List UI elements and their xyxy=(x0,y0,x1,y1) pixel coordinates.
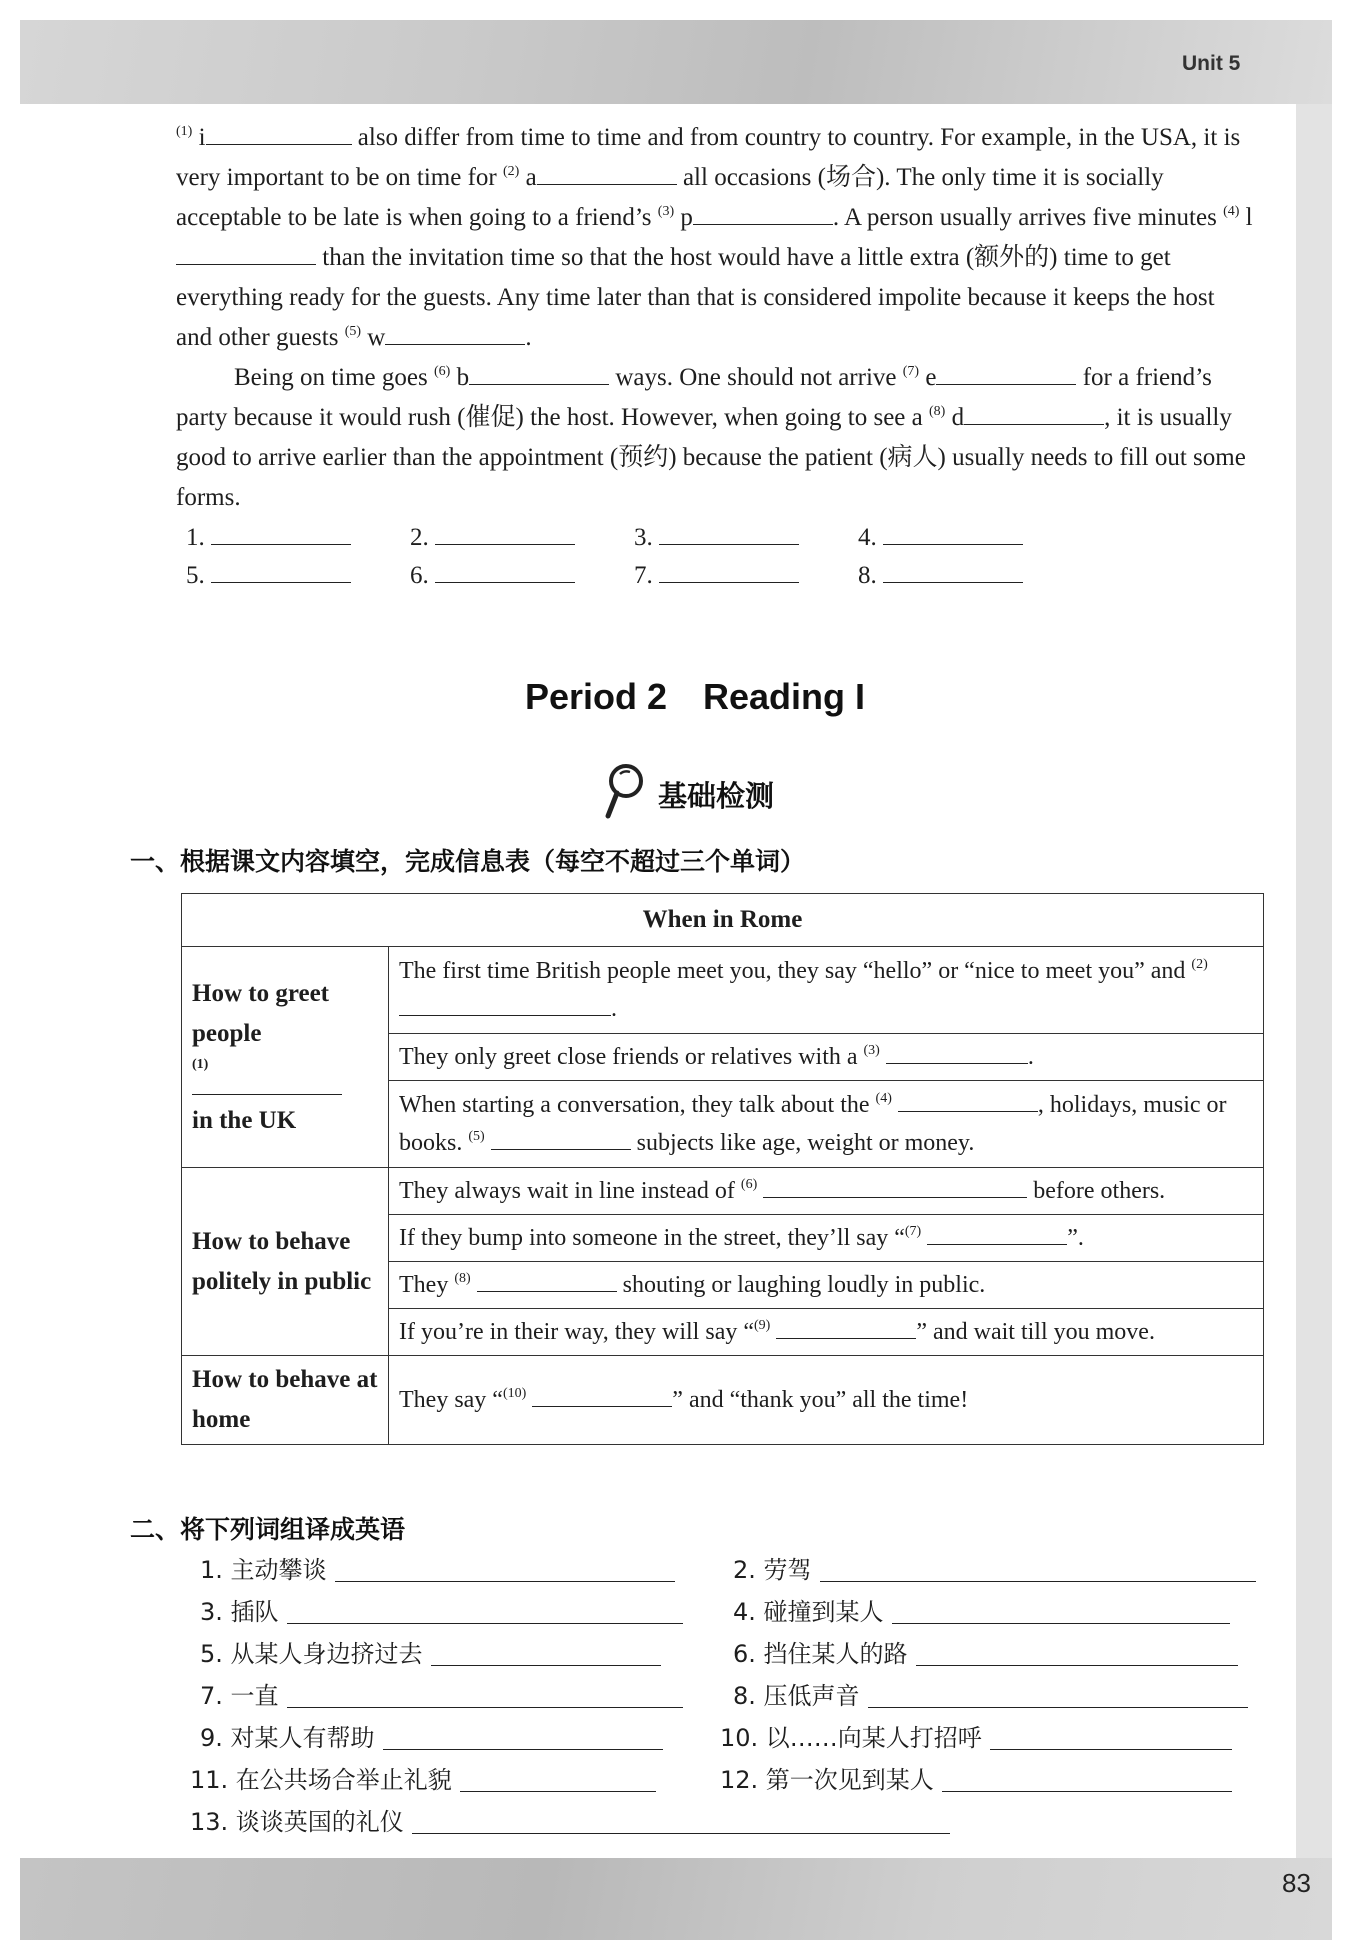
blank-hint: b xyxy=(456,364,470,391)
category-greet xyxy=(182,947,389,1168)
table-cell xyxy=(389,1168,1264,1215)
blank-hint: d xyxy=(951,404,965,431)
answer-blank[interactable] xyxy=(491,1127,631,1150)
answer-blank[interactable] xyxy=(892,1601,1230,1624)
answer-blank[interactable] xyxy=(287,1601,683,1624)
page-margin-right xyxy=(1332,0,1350,1959)
passage-text: . A person usually arrives five minutes xyxy=(832,204,1217,231)
blank-hint: p xyxy=(680,204,693,231)
unit-label: Unit 5 xyxy=(1182,52,1241,75)
exercise2-heading: 二、将下列词组译成英语 xyxy=(130,1515,406,1544)
answer-item xyxy=(858,520,1023,556)
cell-text: They say “ xyxy=(399,1387,503,1413)
info-table xyxy=(181,893,1264,1445)
answer-blank[interactable] xyxy=(776,1316,916,1339)
cell-text: They always wait in line instead of xyxy=(399,1178,735,1204)
item-prompt: 8. 压低声音 xyxy=(733,1682,860,1710)
blank-number: (1) xyxy=(176,124,193,139)
cell-text: They xyxy=(399,1272,449,1298)
period-title xyxy=(0,676,1350,718)
table-cell xyxy=(389,1034,1264,1081)
answer-blank[interactable] xyxy=(990,1727,1232,1750)
answer-blank[interactable] xyxy=(176,242,316,265)
blank-number: (7) xyxy=(904,1224,922,1239)
list-item xyxy=(200,1676,683,1716)
item-prompt: 6. 挡住某人的路 xyxy=(733,1640,908,1668)
list-item xyxy=(733,1676,1248,1716)
side-strip xyxy=(1296,104,1332,1858)
answer-blank[interactable] xyxy=(431,1643,661,1666)
blank-number: (4) xyxy=(875,1091,892,1106)
passage-text: also differ from time to time and from country to country. For example, in the USA, it is very important to be on time for xyxy=(176,124,1241,191)
cell-text: They only greet close friends or relatives with a xyxy=(399,1044,858,1070)
answer-blank[interactable] xyxy=(964,402,1104,425)
blank-hint: e xyxy=(925,364,937,391)
blank-number: (10) xyxy=(502,1386,527,1401)
passage xyxy=(176,118,1256,518)
list-item xyxy=(733,1592,1230,1632)
answer-blank[interactable] xyxy=(469,362,609,385)
item-prompt: 5. 从某人身边挤过去 xyxy=(200,1640,423,1668)
item-prompt: 11. 在公共场合举止礼貌 xyxy=(190,1766,452,1794)
blank-number: (7) xyxy=(902,364,920,379)
table-cell xyxy=(389,1081,1264,1168)
passage-paragraph-2 xyxy=(176,358,1256,518)
list-item xyxy=(200,1550,675,1590)
cell-text: shouting or laughing loudly in public. xyxy=(622,1272,986,1298)
list-item xyxy=(190,1802,950,1842)
answer-blank[interactable] xyxy=(883,522,1023,545)
answer-blank[interactable] xyxy=(886,1041,1028,1064)
item-prompt: 9. 对某人有帮助 xyxy=(200,1724,375,1752)
answer-item xyxy=(186,558,351,594)
blank-number: (2) xyxy=(1191,957,1208,972)
answer-number: 6. xyxy=(410,562,429,589)
answer-blank[interactable] xyxy=(537,162,677,185)
table-header-row xyxy=(182,894,1264,947)
blank-hint: w xyxy=(367,324,386,351)
cell-text: When starting a conversation, they talk about the xyxy=(399,1092,870,1118)
blank-number: (8) xyxy=(454,1271,471,1286)
cell-text: ” and “thank you” all the time! xyxy=(672,1387,969,1413)
exercise1-heading: 一、根据课文内容填空，完成信息表（每空不超过三个单词） xyxy=(130,847,806,876)
cell-text: ” and wait till you move. xyxy=(916,1319,1155,1345)
answer-blank[interactable] xyxy=(693,202,833,225)
passage-text: Being on time goes xyxy=(234,364,428,391)
list-item xyxy=(720,1760,1232,1800)
answer-blank[interactable] xyxy=(936,362,1076,385)
table-row xyxy=(182,1356,1264,1445)
page-number: 83 xyxy=(1282,1868,1311,1898)
blank-hint: i xyxy=(198,124,206,151)
cell-text: subjects like age, weight or money. xyxy=(636,1130,975,1156)
answer-blank[interactable] xyxy=(287,1685,683,1708)
cell-text: . xyxy=(611,996,617,1022)
answer-blank[interactable] xyxy=(211,560,351,583)
list-item xyxy=(200,1718,663,1758)
section-badge-label: 基础检测 xyxy=(658,779,775,813)
category-home: How to behave at home xyxy=(182,1356,389,1445)
blank-number: (6) xyxy=(740,1177,758,1192)
answer-blank[interactable] xyxy=(192,1074,342,1095)
table-cell xyxy=(389,1262,1264,1309)
blank-number: (1) xyxy=(192,1056,209,1072)
answer-blank[interactable] xyxy=(763,1175,1027,1198)
passage-text: ways. One should not arrive xyxy=(615,364,897,391)
cell-text: . xyxy=(1027,1044,1034,1070)
item-prompt: 12. 第一次见到某人 xyxy=(720,1766,934,1794)
list-item xyxy=(720,1718,1232,1758)
cell-text: ”. xyxy=(1067,1225,1084,1251)
passage-text: all occasions (场合). The only time it is socially acceptable to be late is when going to a friend’s xyxy=(176,164,1164,231)
answer-blank[interactable] xyxy=(460,1769,656,1792)
answer-number: 7. xyxy=(634,562,653,589)
magnifier-icon xyxy=(600,762,648,820)
blank-number: (8) xyxy=(928,404,946,419)
item-prompt: 13. 谈谈英国的礼仪 xyxy=(190,1808,404,1836)
answer-blank[interactable] xyxy=(335,1559,675,1582)
answer-blank[interactable] xyxy=(868,1685,1248,1708)
passage-text: for a friend’s party because it would rush (催促) the host. However, when going to see a xyxy=(176,364,1212,431)
answer-blank[interactable] xyxy=(927,1222,1067,1245)
answer-blank[interactable] xyxy=(383,1727,663,1750)
passage-text: than the invitation time so that the host would have a little extra (额外的) time to get everything ready for the guests. Any time later than that is considered impolite because it keeps the host and other guests xyxy=(176,244,1215,351)
passage-text: . xyxy=(525,324,532,351)
cell-text: If you’re in their way, they will say “ xyxy=(399,1319,754,1345)
cell-text: If they bump into someone in the street, they’ll say “ xyxy=(399,1225,905,1251)
blank-number: (3) xyxy=(657,204,675,219)
blank-number: (9) xyxy=(754,1318,771,1333)
item-prompt: 4. 碰撞到某人 xyxy=(733,1598,884,1626)
blank-number: (3) xyxy=(863,1043,880,1058)
answer-blank[interactable] xyxy=(820,1559,1256,1582)
period-number: Period 2 xyxy=(524,676,668,717)
blank-number: (4) xyxy=(1223,204,1240,219)
passage-text: , it is usually good to arrive earlier than the appointment (预约) because the patient (病人) usually needs to fill out some forms. xyxy=(176,404,1246,511)
header-band xyxy=(20,20,1332,104)
category-text: How to greet people xyxy=(192,979,329,1047)
answer-blank[interactable] xyxy=(659,522,799,545)
item-prompt: 7. 一直 xyxy=(200,1682,279,1710)
list-item xyxy=(733,1550,1256,1590)
answer-item xyxy=(634,520,799,556)
answer-blank[interactable] xyxy=(532,1384,672,1407)
answer-blank[interactable] xyxy=(211,522,351,545)
answer-blank[interactable] xyxy=(477,1269,617,1292)
cell-text: , holidays, music or books. xyxy=(399,1092,1227,1156)
blank-number: (2) xyxy=(503,164,520,179)
answer-blank[interactable] xyxy=(385,322,525,345)
answer-item xyxy=(410,558,575,594)
answer-item xyxy=(410,520,575,556)
answer-blank[interactable] xyxy=(412,1811,950,1834)
table-cell xyxy=(389,947,1264,1034)
page-margin-left xyxy=(0,0,20,1959)
answer-number: 8. xyxy=(858,562,877,589)
table-cell xyxy=(389,1356,1264,1445)
answer-number: 4. xyxy=(858,524,877,551)
passage-paragraph-1 xyxy=(176,118,1256,358)
blank-number: (5) xyxy=(344,324,362,339)
table-cell xyxy=(389,1309,1264,1356)
answer-blank[interactable] xyxy=(659,560,799,583)
blank-hint: l xyxy=(1245,204,1253,231)
answer-blank[interactable] xyxy=(916,1643,1238,1666)
list-item xyxy=(200,1634,661,1674)
table-row xyxy=(182,947,1264,1034)
table-cell xyxy=(389,1215,1264,1262)
answer-item xyxy=(186,520,351,556)
answer-blank[interactable] xyxy=(942,1769,1232,1792)
item-prompt: 10. 以……向某人打招呼 xyxy=(720,1724,982,1752)
category-public: How to behave politely in public xyxy=(182,1168,389,1356)
category-text: in the UK xyxy=(192,1106,297,1134)
answer-item xyxy=(634,558,799,594)
table-row xyxy=(182,1168,1264,1215)
period-name: Reading I xyxy=(703,676,866,717)
answer-number: 1. xyxy=(186,524,205,551)
item-prompt: 1. 主动攀谈 xyxy=(200,1556,327,1584)
item-prompt: 3. 插队 xyxy=(200,1598,279,1626)
answer-number: 5. xyxy=(186,562,205,589)
list-item xyxy=(733,1634,1238,1674)
table-title: When in Rome xyxy=(182,894,1264,947)
answer-number: 3. xyxy=(634,524,653,551)
answer-blank[interactable] xyxy=(883,560,1023,583)
answer-blank[interactable] xyxy=(206,122,352,145)
cell-text: The first time British people meet you, they say “hello” or “nice to meet you” and xyxy=(399,958,1186,984)
answer-blank[interactable] xyxy=(435,522,575,545)
list-item xyxy=(190,1760,656,1800)
answer-blank[interactable] xyxy=(399,993,611,1016)
answer-item xyxy=(858,558,1023,594)
answer-blank[interactable] xyxy=(435,560,575,583)
blank-hint: a xyxy=(525,164,537,191)
answer-number: 2. xyxy=(410,524,429,551)
footer-band xyxy=(20,1858,1332,1940)
blank-number: (5) xyxy=(468,1129,485,1144)
blank-number: (6) xyxy=(433,364,451,379)
answer-blank[interactable] xyxy=(898,1089,1038,1112)
list-item xyxy=(200,1592,683,1632)
cell-text: before others. xyxy=(1033,1178,1166,1204)
item-prompt: 2. 劳驾 xyxy=(733,1556,812,1584)
